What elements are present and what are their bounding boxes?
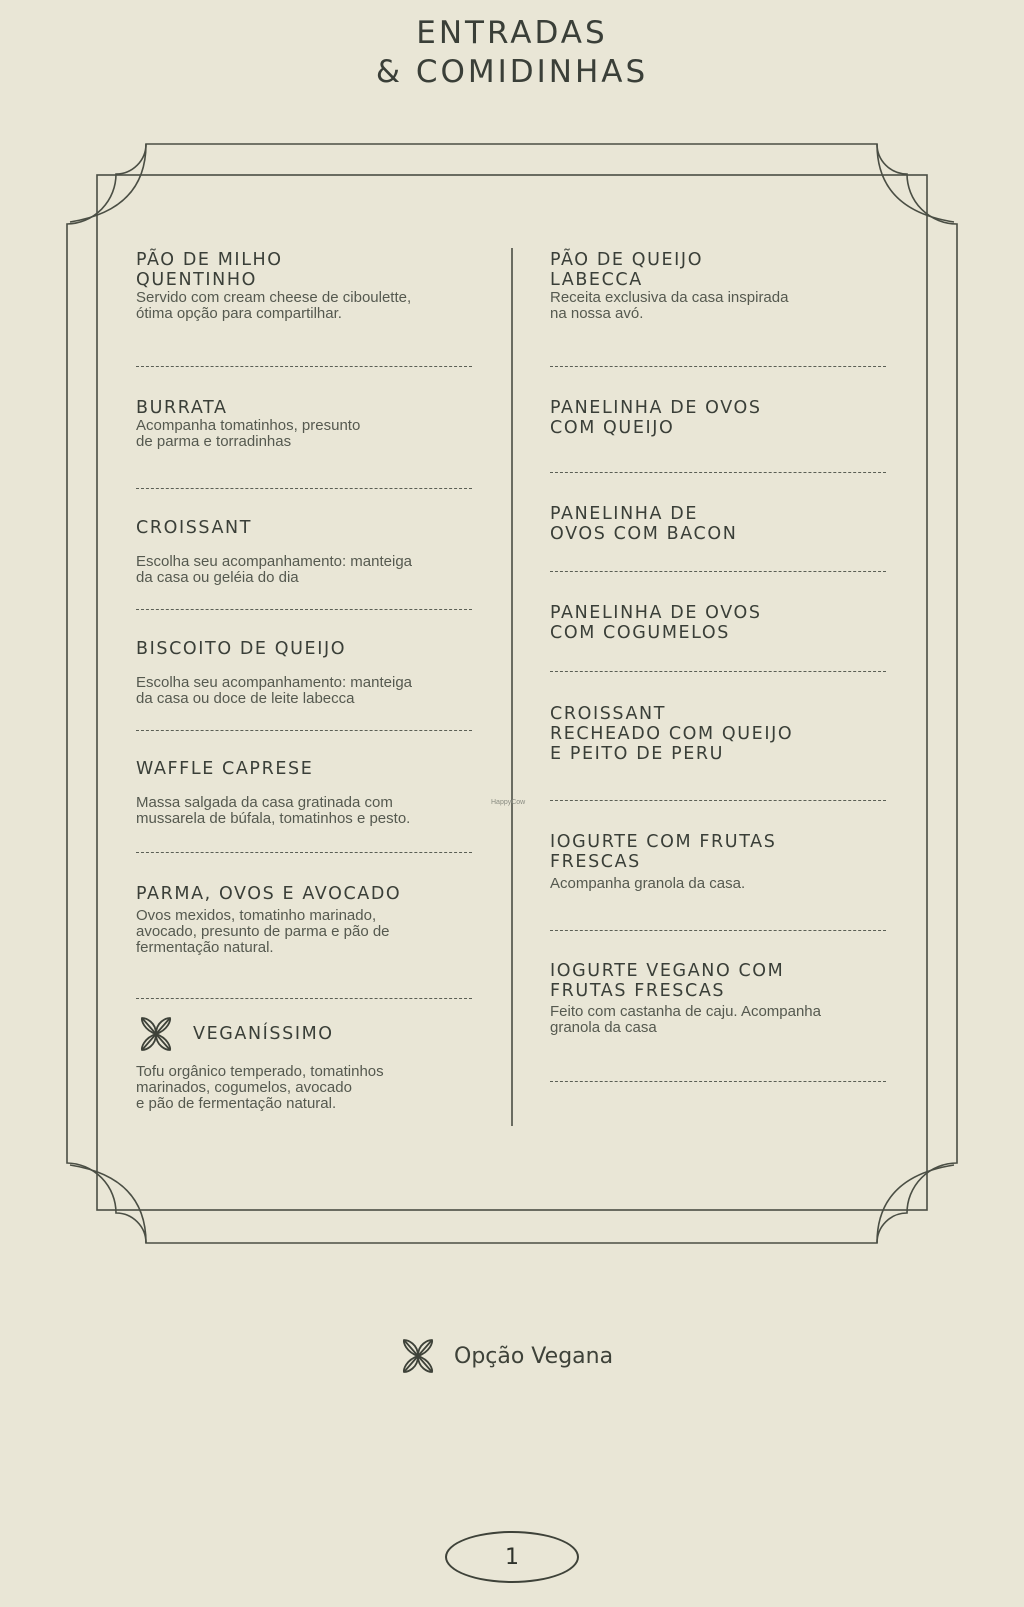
title-line-1: ENTRADAS xyxy=(416,15,608,51)
menu-item xyxy=(550,250,890,322)
dashed-separator xyxy=(550,1081,886,1082)
item-name: PANELINHA DE OVOS COM BACON xyxy=(550,504,738,544)
item-description: Tofu orgânico temperado, tomatinhos marinados, cogumelos, avocado e pão de fermentação natural. xyxy=(136,1063,384,1112)
watermark: HappyCow xyxy=(491,799,526,806)
menu-item xyxy=(550,398,890,438)
dashed-separator xyxy=(136,609,472,610)
dashed-separator xyxy=(136,366,472,367)
item-description: Escolha seu acompanhamento: manteiga da casa ou doce de leite labecca xyxy=(136,674,413,707)
menu-item xyxy=(136,398,476,450)
menu-item xyxy=(550,704,890,764)
menu-item xyxy=(136,759,476,827)
item-name: PARMA, OVOS E AVOCADO xyxy=(136,884,402,904)
dashed-separator xyxy=(550,800,886,801)
item-name: PANELINHA DE OVOS COM COGUMELOS xyxy=(550,603,762,643)
dashed-separator xyxy=(550,930,886,931)
menu-item xyxy=(550,603,890,643)
menu-item xyxy=(136,639,476,707)
item-name: CROISSANT RECHEADO COM QUEIJO E PEITO DE PERU xyxy=(550,704,794,764)
item-name: PÃO DE MILHO QUENTINHO xyxy=(136,250,283,290)
title-line-2: & COMIDINHAS xyxy=(375,54,649,90)
item-description: Ovos mexidos, tomatinho marinado, avocado, presunto de parma e pão de fermentação natural. xyxy=(136,907,390,956)
dashed-separator xyxy=(136,852,472,853)
item-name: VEGANÍSSIMO xyxy=(193,1024,334,1044)
item-description: Servido com cream cheese de ciboulette, ótima opção para compartilhar. xyxy=(136,289,412,322)
item-name: IOGURTE COM FRUTAS FRESCAS xyxy=(550,832,777,872)
menu-item xyxy=(550,504,890,544)
item-description: Acompanha tomatinhos, presunto de parma e torradinhas xyxy=(136,417,361,450)
page-number: 1 xyxy=(445,1531,579,1583)
menu-item xyxy=(550,832,890,892)
menu-item xyxy=(136,250,476,322)
menu-item xyxy=(136,884,476,956)
item-description: Feito com castanha de caju. Acompanha granola da casa xyxy=(550,1003,821,1036)
dashed-separator xyxy=(550,366,886,367)
item-description: Acompanha granola da casa. xyxy=(550,875,746,892)
dashed-separator xyxy=(550,472,886,473)
dashed-separator xyxy=(550,671,886,672)
item-name: BISCOITO DE QUEIJO xyxy=(136,639,347,659)
dashed-separator xyxy=(136,998,472,999)
item-description: Escolha seu acompanhamento: manteiga da casa ou geléia do dia xyxy=(136,553,413,586)
legend-label: Opção Vegana xyxy=(454,1343,614,1369)
dashed-separator xyxy=(550,571,886,572)
menu-item xyxy=(136,518,476,586)
leaf-icon xyxy=(136,1014,176,1054)
dashed-separator xyxy=(136,488,472,489)
leaf-icon xyxy=(398,1336,438,1376)
item-name: BURRATA xyxy=(136,398,228,418)
item-description: Massa salgada da casa gratinada com mussarela de búfala, tomatinhos e pesto. xyxy=(136,794,411,827)
page-title xyxy=(0,14,1024,92)
menu-item xyxy=(550,961,890,1036)
dashed-separator xyxy=(136,730,472,731)
menu-item-vegan xyxy=(136,1014,476,1112)
item-name: IOGURTE VEGANO COM FRUTAS FRESCAS xyxy=(550,961,785,1001)
vegan-legend xyxy=(398,1336,613,1376)
item-description: Receita exclusiva da casa inspirada na nossa avó. xyxy=(550,289,789,322)
item-name: PÃO DE QUEIJO LABECCA xyxy=(550,250,704,290)
item-name: CROISSANT xyxy=(136,518,253,538)
item-name: WAFFLE CAPRESE xyxy=(136,759,314,779)
item-name: PANELINHA DE OVOS COM QUEIJO xyxy=(550,398,762,438)
